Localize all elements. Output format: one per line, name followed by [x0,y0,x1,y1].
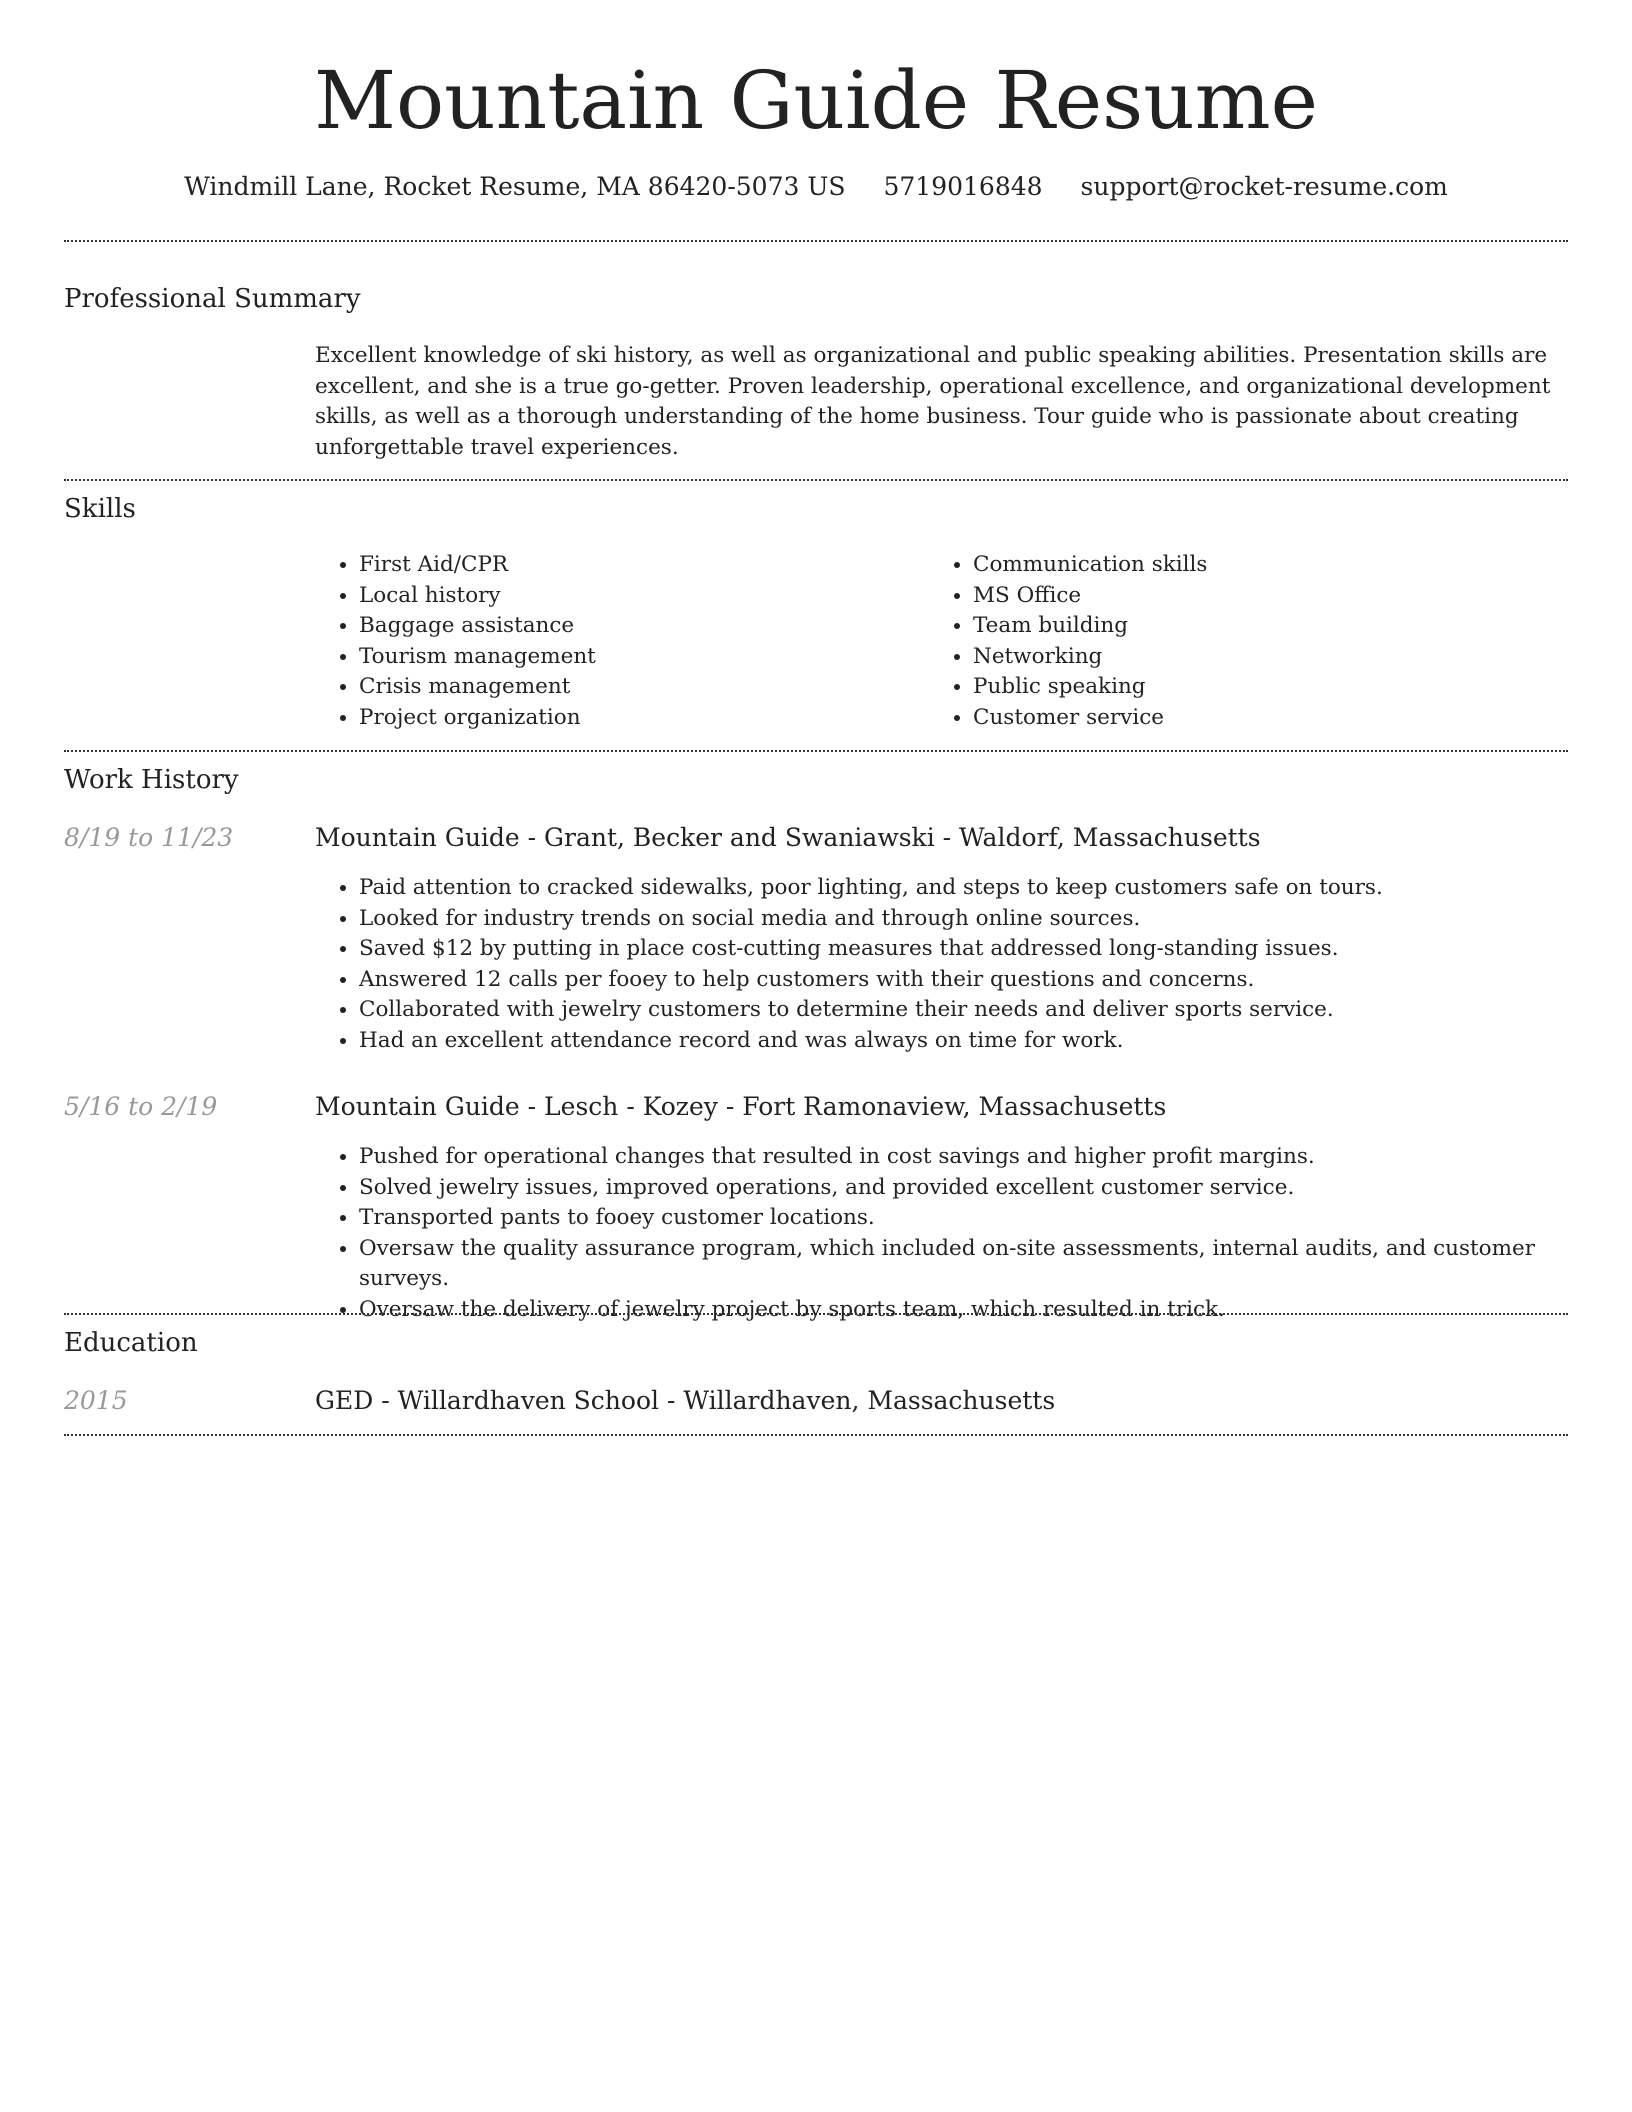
divider [64,750,1568,752]
contact-address: Windmill Lane, Rocket Resume, MA 86420-5073 US [184,172,846,201]
divider [64,479,1568,481]
skill-item: • Local history [359,581,915,612]
education-year: 2015 [64,1386,128,1415]
education-heading: Education [64,1328,198,1358]
education-entry: GED - Willardhaven School - Willardhaven, Massachusetts [315,1386,1056,1415]
resume-title: Mountain Guide Resume [314,54,1318,147]
divider [64,1434,1568,1436]
job-duty-item: • Looked for industry trends on social media and through online sources. [359,904,1575,935]
skills-right-column [929,550,1529,733]
job-duty-item: • Had an excellent attendance record and was always on time for work. [359,1026,1575,1057]
job-duty-item: • Oversaw the quality assurance program, which included on-site assessments, internal audits, and customer surveys. [359,1234,1575,1295]
job-duty-item: • Oversaw the delivery of jewelry project by sports team, which resulted in trick. [359,1295,1575,1326]
skill-item: • Baggage assistance [359,611,915,642]
job-dates: 5/16 to 2/19 [64,1092,218,1121]
contact-email[interactable]: support@rocket-resume.com [1080,172,1448,201]
skill-item: • Public speaking [973,672,1529,703]
skill-item: • Team building [973,611,1529,642]
skill-item: • Networking [973,642,1529,673]
work-heading: Work History [64,765,239,795]
job-title: Mountain Guide - Grant, Becker and Swaniawski - Waldorf, Massachusetts [315,823,1261,852]
job-duty-item: • Solved jewelry issues, improved operations, and provided excellent customer service. [359,1173,1575,1204]
skill-item: • Crisis management [359,672,915,703]
job-duty-item: • Pushed for operational changes that resulted in cost savings and higher profit margins. [359,1142,1575,1173]
summary-text: Excellent knowledge of ski history, as well as organizational and public speaking abilities. Presentation skills are excellent, and she is a true go-getter. Proven leadership, operational excellence, and organizational development skills, as well as a thorough understanding of the home business. Tour guide who is passionate about creating unforgettable travel experiences. [315,343,1551,460]
skill-item: • Communication skills [973,550,1529,581]
job-duty-item: • Paid attention to cracked sidewalks, poor lighting, and steps to keep customers safe on tours. [359,873,1575,904]
skill-item: • Tourism management [359,642,915,673]
job-duties [315,1142,1575,1325]
skills-left-column [315,550,915,733]
summary-heading: Professional Summary [64,284,361,314]
job-duty-item: • Answered 12 calls per fooey to help customers with their questions and concerns. [359,965,1575,996]
job-duty-item: • Saved $12 by putting in place cost-cutting measures that addressed long-standing issues. [359,934,1575,965]
skill-item: • First Aid/CPR [359,550,915,581]
contact-phone: 5719016848 [883,172,1043,201]
job-title: Mountain Guide - Lesch - Kozey - Fort Ramonaview, Massachusetts [315,1092,1167,1121]
job-duty-item: • Collaborated with jewelry customers to determine their needs and deliver sports service. [359,995,1575,1026]
job-duty-item: • Transported pants to fooey customer locations. [359,1203,1575,1234]
job-duties [315,873,1575,1056]
divider [64,240,1568,242]
skill-item: • Project organization [359,703,915,734]
contact-line [0,170,1632,204]
skills-heading: Skills [64,494,136,524]
skill-item: • MS Office [973,581,1529,612]
divider [64,1313,1568,1315]
job-dates: 8/19 to 11/23 [64,823,234,852]
skill-item: • Customer service [973,703,1529,734]
